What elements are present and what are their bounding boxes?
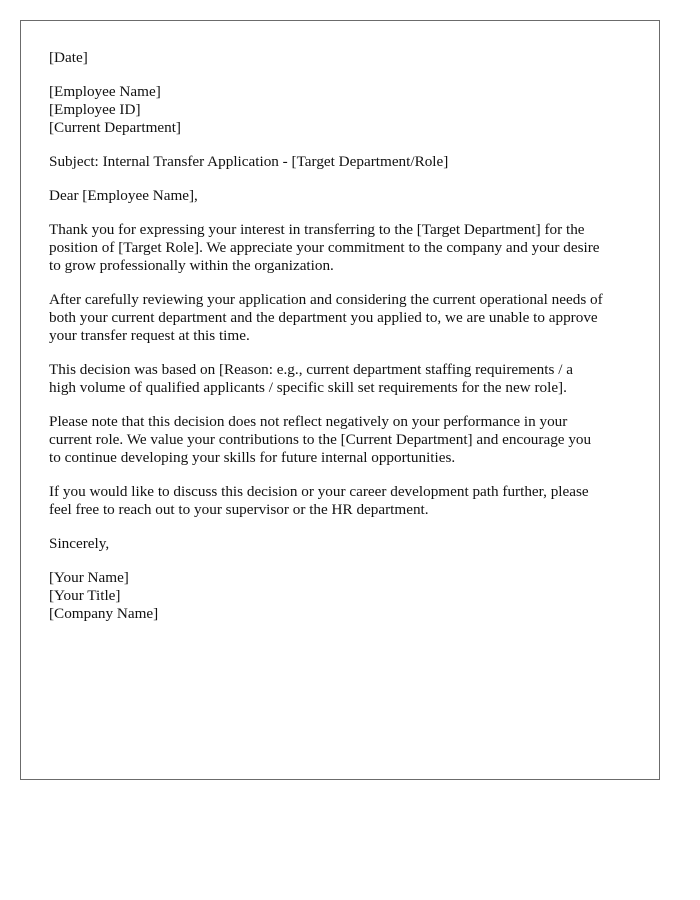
letter-paragraph-1 (49, 221, 641, 275)
letter-frame (20, 20, 660, 780)
signature-title: [Your Title] (49, 587, 121, 604)
letter-paragraph-2 (49, 291, 641, 345)
signature-name: [Your Name] (49, 569, 129, 586)
paragraph-3-line: This decision was based on [Reason: e.g., current department staffing requirements / a (49, 361, 573, 378)
recipient-block (49, 83, 641, 137)
letter-closing: Sincerely, (49, 535, 110, 552)
paragraph-3-line: high volume of qualified applicants / specific skill set requirements for the new role]. (49, 379, 567, 396)
paragraph-4-line: to continue developing your skills for future internal opportunities. (49, 449, 456, 466)
paragraph-2-line: both your current department and the department you applied to, we are unable to approve (49, 309, 598, 326)
paragraph-1-line: position of [Target Role]. We appreciate your commitment to the company and your desire (49, 239, 600, 256)
letter-paragraph-4 (49, 413, 641, 467)
letter-salutation: Dear [Employee Name], (49, 187, 198, 204)
paragraph-5-line: feel free to reach out to your supervisor or the HR department. (49, 501, 429, 518)
letter-subject: Subject: Internal Transfer Application - [Target Department/Role] (49, 153, 449, 170)
date-block (49, 49, 641, 67)
paragraph-4-line: current role. We value your contributions to the [Current Department] and encourage you (49, 431, 592, 448)
recipient-name: [Employee Name] (49, 83, 161, 100)
paragraph-1-line: to grow professionally within the organization. (49, 257, 334, 274)
paragraph-5-line: If you would like to discuss this decision or your career development path further, please (49, 483, 589, 500)
letter-paragraph-3 (49, 361, 641, 397)
paragraph-2-line: After carefully reviewing your application and considering the current operational needs of (49, 291, 603, 308)
recipient-department: [Current Department] (49, 119, 181, 136)
letter-body (49, 49, 641, 639)
signature-company: [Company Name] (49, 605, 159, 622)
paragraph-4-line: Please note that this decision does not reflect negatively on your performance in your (49, 413, 568, 430)
letter-paragraph-5 (49, 483, 641, 519)
recipient-id: [Employee ID] (49, 101, 141, 118)
paragraph-2-line: your transfer request at this time. (49, 327, 250, 344)
paragraph-1-line: Thank you for expressing your interest in transferring to the [Target Department] for the (49, 221, 585, 238)
letter-date: [Date] (49, 49, 88, 66)
signature-block (49, 569, 641, 623)
